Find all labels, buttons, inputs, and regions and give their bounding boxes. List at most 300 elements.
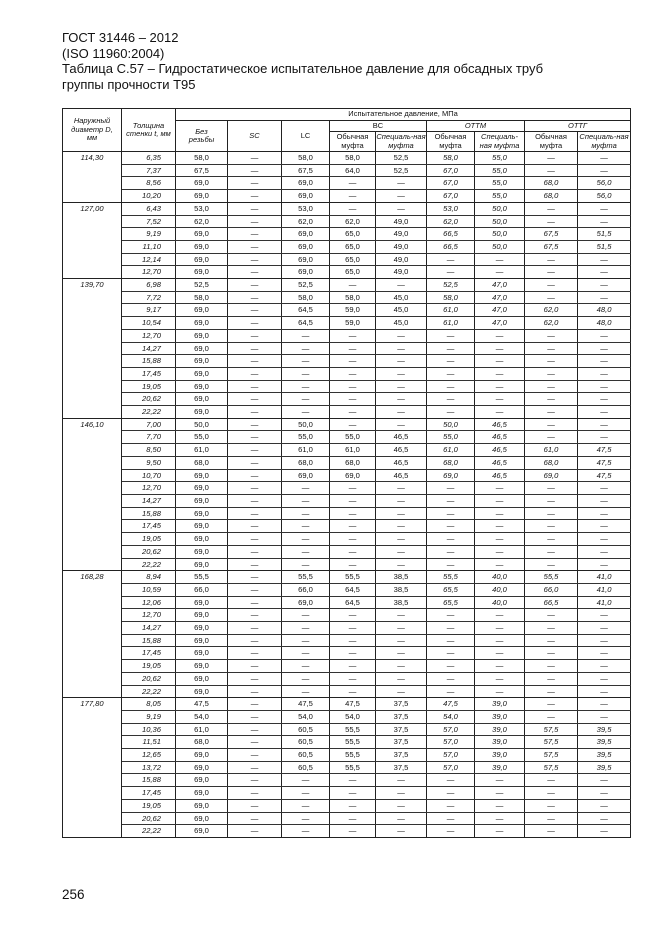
pressure-cell: —	[228, 647, 282, 660]
pressure-cell: —	[376, 545, 427, 558]
pressure-cell: 60,5	[282, 723, 330, 736]
pressure-cell: —	[330, 812, 376, 825]
table-row	[63, 723, 631, 736]
pressure-cell: 47,5	[176, 698, 228, 711]
pressure-cell: —	[475, 380, 525, 393]
pressure-cell: —	[475, 825, 525, 838]
wall-thickness-cell: 6,35	[122, 152, 176, 165]
pressure-cell: —	[376, 825, 427, 838]
table-row	[63, 164, 631, 177]
pressure-cell: 49,0	[376, 215, 427, 228]
pressure-cell: —	[525, 520, 578, 533]
table-row	[63, 253, 631, 266]
pressure-cell: —	[525, 291, 578, 304]
pressure-cell: —	[228, 749, 282, 762]
pressure-cell: —	[282, 558, 330, 571]
table-row	[63, 329, 631, 342]
wall-thickness-cell: 19,05	[122, 660, 176, 673]
pressure-cell: —	[330, 647, 376, 660]
pressure-cell: —	[376, 393, 427, 406]
pressure-cell: 46,5	[475, 469, 525, 482]
pressure-cell: —	[330, 367, 376, 380]
pressure-cell: —	[525, 367, 578, 380]
pressure-cell: —	[578, 634, 631, 647]
pressure-cell: 65,0	[330, 266, 376, 279]
pressure-cell: —	[282, 355, 330, 368]
pressure-cell: —	[376, 622, 427, 635]
pressure-cell: —	[578, 622, 631, 635]
pressure-cell: —	[578, 329, 631, 342]
pressure-cell: 49,0	[376, 266, 427, 279]
pressure-cell: —	[376, 507, 427, 520]
pressure-cell: —	[427, 393, 475, 406]
outer-diameter-cell: 168,28	[63, 571, 122, 698]
pressure-cell: —	[475, 533, 525, 546]
pressure-cell: —	[525, 812, 578, 825]
pressure-cell: 61,0	[427, 444, 475, 457]
pressure-cell: —	[228, 228, 282, 241]
pressure-cell: 68,0	[282, 456, 330, 469]
pressure-cell: 50,0	[475, 228, 525, 241]
pressure-cell: 54,0	[282, 710, 330, 723]
pressure-cell: —	[282, 825, 330, 838]
pressure-cell: 62,0	[330, 215, 376, 228]
pressure-cell: 69,0	[282, 253, 330, 266]
pressure-cell: —	[282, 482, 330, 495]
pressure-cell: —	[578, 698, 631, 711]
table-row	[63, 736, 631, 749]
pressure-cell: —	[228, 164, 282, 177]
table-row	[63, 266, 631, 279]
pressure-cell: —	[330, 622, 376, 635]
outer-diameter-cell: 114,30	[63, 152, 122, 203]
pressure-table	[62, 108, 631, 838]
pressure-cell: —	[525, 533, 578, 546]
pressure-cell: —	[427, 545, 475, 558]
bc-header: BC	[330, 121, 427, 132]
pressure-cell: —	[282, 799, 330, 812]
pressure-cell: 59,0	[330, 317, 376, 330]
pressure-cell: —	[376, 367, 427, 380]
wall-thickness-cell: 15,88	[122, 507, 176, 520]
pressure-cell: 69,0	[176, 482, 228, 495]
table-row	[63, 380, 631, 393]
pressure-cell: 40,0	[475, 596, 525, 609]
table-row	[63, 749, 631, 762]
pressure-cell: 57,5	[525, 736, 578, 749]
pressure-cell: 66,5	[427, 228, 475, 241]
pressure-cell: 54,0	[330, 710, 376, 723]
pressure-cell: 38,5	[376, 571, 427, 584]
ottg-special-header: Специаль-ная муфта	[579, 132, 629, 150]
pressure-cell: —	[228, 609, 282, 622]
pressure-cell: 57,5	[525, 723, 578, 736]
pressure-cell: —	[475, 558, 525, 571]
pressure-cell: —	[228, 812, 282, 825]
pressure-cell: —	[525, 774, 578, 787]
pressure-cell: 58,0	[427, 291, 475, 304]
wall-thickness-cell: 15,88	[122, 634, 176, 647]
pressure-cell: 69,0	[176, 190, 228, 203]
pressure-cell: 47,5	[578, 444, 631, 457]
pressure-cell: 50,0	[176, 418, 228, 431]
pressure-cell: —	[525, 710, 578, 723]
pressure-cell: 40,0	[475, 571, 525, 584]
pressure-cell: —	[427, 380, 475, 393]
pressure-cell: 69,0	[176, 228, 228, 241]
pressure-cell: —	[525, 787, 578, 800]
pressure-cell: 68,0	[525, 456, 578, 469]
pressure-cell: —	[376, 482, 427, 495]
pressure-cell: —	[228, 710, 282, 723]
pressure-cell: —	[228, 317, 282, 330]
wall-thickness-cell: 22,22	[122, 558, 176, 571]
wall-thickness-cell: 19,05	[122, 380, 176, 393]
pressure-cell: —	[578, 215, 631, 228]
pressure-cell: 69,0	[176, 533, 228, 546]
pressure-cell: 58,0	[176, 291, 228, 304]
wall-thickness-cell: 10,70	[122, 469, 176, 482]
pressure-cell: 69,0	[282, 177, 330, 190]
pressure-cell: —	[475, 672, 525, 685]
pressure-cell: —	[376, 418, 427, 431]
pressure-cell: —	[228, 825, 282, 838]
pressure-cell: 69,0	[176, 355, 228, 368]
pressure-cell: —	[525, 507, 578, 520]
pressure-cell: —	[475, 342, 525, 355]
pressure-cell: —	[578, 431, 631, 444]
table-row	[63, 215, 631, 228]
pressure-cell: 48,0	[578, 304, 631, 317]
pressure-cell: 55,0	[330, 431, 376, 444]
pressure-cell: 47,5	[330, 698, 376, 711]
pressure-cell: —	[475, 367, 525, 380]
pressure-cell: —	[228, 279, 282, 292]
table-row	[63, 774, 631, 787]
pressure-cell: —	[475, 634, 525, 647]
pressure-cell: —	[330, 355, 376, 368]
table-row	[63, 647, 631, 660]
wall-thickness-cell: 10,54	[122, 317, 176, 330]
pressure-cell: —	[282, 647, 330, 660]
pressure-cell: 61,0	[282, 444, 330, 457]
page-number: 256	[62, 887, 85, 902]
wall-thickness-cell: 20,62	[122, 545, 176, 558]
pressure-cell: 37,5	[376, 723, 427, 736]
pressure-cell: —	[376, 190, 427, 203]
pressure-cell: 40,0	[475, 583, 525, 596]
pressure-cell: —	[427, 647, 475, 660]
pressure-cell: —	[228, 698, 282, 711]
pressure-cell: —	[376, 533, 427, 546]
pressure-cell: —	[427, 609, 475, 622]
pressure-cell: —	[525, 558, 578, 571]
pressure-cell: 69,0	[176, 507, 228, 520]
pressure-cell: —	[228, 507, 282, 520]
pressure-cell: 56,0	[578, 177, 631, 190]
pressure-cell: —	[228, 672, 282, 685]
pressure-cell: —	[525, 202, 578, 215]
pressure-cell: —	[376, 634, 427, 647]
table-row	[63, 456, 631, 469]
pressure-cell: —	[282, 380, 330, 393]
pressure-cell: 62,0	[525, 317, 578, 330]
pressure-cell: —	[475, 494, 525, 507]
pressure-cell: 50,0	[427, 418, 475, 431]
pressure-cell: 69,0	[176, 406, 228, 419]
pressure-cell: —	[427, 634, 475, 647]
pressure-cell: 37,5	[376, 698, 427, 711]
pressure-cell: —	[525, 431, 578, 444]
pressure-cell: —	[525, 342, 578, 355]
pressure-cell: —	[427, 672, 475, 685]
pressure-cell: —	[475, 685, 525, 698]
pressure-cell: 39,0	[475, 749, 525, 762]
pressure-cell: —	[330, 482, 376, 495]
pressure-cell: —	[330, 660, 376, 673]
table-row	[63, 444, 631, 457]
pressure-cell: 55,5	[330, 571, 376, 584]
table-row	[63, 507, 631, 520]
pressure-cell: —	[282, 812, 330, 825]
pressure-cell: 55,0	[282, 431, 330, 444]
wall-thickness-cell: 8,05	[122, 698, 176, 711]
pressure-cell: —	[376, 494, 427, 507]
pressure-cell: 47,5	[427, 698, 475, 711]
wall-thickness-cell: 20,62	[122, 672, 176, 685]
pressure-cell: 69,0	[176, 520, 228, 533]
pressure-cell: —	[427, 355, 475, 368]
wall-thickness-cell: 14,27	[122, 622, 176, 635]
pressure-cell: 55,0	[176, 431, 228, 444]
pressure-cell: —	[282, 494, 330, 507]
table-row	[63, 761, 631, 774]
pressure-cell: 54,0	[427, 710, 475, 723]
pressure-cell: —	[525, 279, 578, 292]
pressure-cell: —	[427, 494, 475, 507]
pressure-cell: —	[228, 761, 282, 774]
pressure-cell: —	[578, 202, 631, 215]
pressure-cell: 55,5	[176, 571, 228, 584]
pressure-cell: —	[578, 152, 631, 165]
pressure-cell: 69,0	[176, 304, 228, 317]
wall-thickness-cell: 7,37	[122, 164, 176, 177]
wall-thickness-cell: 17,45	[122, 787, 176, 800]
pressure-cell: —	[427, 507, 475, 520]
pressure-cell: —	[330, 634, 376, 647]
pressure-cell: —	[376, 558, 427, 571]
pressure-cell: 50,0	[475, 215, 525, 228]
pressure-cell: 69,0	[176, 825, 228, 838]
table-row	[63, 317, 631, 330]
pressure-cell: 37,5	[376, 761, 427, 774]
pressure-cell: —	[427, 367, 475, 380]
pressure-cell: 69,0	[176, 672, 228, 685]
pressure-cell: —	[330, 418, 376, 431]
pressure-cell: —	[228, 723, 282, 736]
pressure-cell: 39,5	[578, 761, 631, 774]
pressure-cell: 65,0	[330, 240, 376, 253]
pressure-cell: 69,0	[176, 177, 228, 190]
pressure-cell: —	[475, 774, 525, 787]
pressure-cell: 60,5	[282, 749, 330, 762]
table-row	[63, 533, 631, 546]
pressure-cell: 41,0	[578, 596, 631, 609]
wall-thickness-cell: 10,36	[122, 723, 176, 736]
pressure-cell: —	[475, 812, 525, 825]
pressure-cell: —	[330, 545, 376, 558]
pressure-cell: 67,5	[525, 240, 578, 253]
pressure-cell: 39,5	[578, 723, 631, 736]
table-row	[63, 202, 631, 215]
pressure-cell: —	[525, 418, 578, 431]
pressure-cell: —	[228, 774, 282, 787]
pressure-cell: 69,0	[176, 266, 228, 279]
pressure-cell: 47,5	[578, 456, 631, 469]
pressure-cell: —	[282, 533, 330, 546]
pressure-cell: 51,5	[578, 240, 631, 253]
pressure-cell: —	[228, 583, 282, 596]
pressure-cell: —	[578, 406, 631, 419]
wall-thickness-cell: 10,20	[122, 190, 176, 203]
pressure-cell: —	[578, 685, 631, 698]
pressure-cell: —	[578, 672, 631, 685]
pressure-cell: —	[282, 685, 330, 698]
pressure-cell: —	[427, 825, 475, 838]
pressure-cell: 64,5	[330, 596, 376, 609]
pressure-cell: —	[228, 787, 282, 800]
pressure-cell: 41,0	[578, 583, 631, 596]
pressure-cell: 55,5	[330, 736, 376, 749]
wall-thickness-cell: 17,45	[122, 520, 176, 533]
pressure-cell: —	[525, 380, 578, 393]
pressure-cell: 69,0	[282, 190, 330, 203]
ottg-header: ОТТГ	[525, 121, 631, 132]
wall-thickness-cell: 22,22	[122, 406, 176, 419]
wall-thickness-cell: 6,43	[122, 202, 176, 215]
pressure-cell: 66,5	[427, 240, 475, 253]
pressure-cell: 64,5	[282, 317, 330, 330]
pressure-cell: 65,0	[330, 253, 376, 266]
table-row	[63, 825, 631, 838]
pressure-cell: —	[282, 774, 330, 787]
pressure-cell: 46,5	[376, 444, 427, 457]
pressure-cell: 64,5	[330, 583, 376, 596]
pressure-cell: —	[427, 558, 475, 571]
pressure-cell: 45,0	[376, 317, 427, 330]
pressure-cell: 58,0	[176, 152, 228, 165]
pressure-cell: —	[578, 812, 631, 825]
pressure-cell: —	[228, 240, 282, 253]
pressure-cell: —	[228, 253, 282, 266]
pressure-cell: 55,5	[330, 749, 376, 762]
pressure-cell: 69,0	[176, 317, 228, 330]
pressure-cell: 68,0	[176, 456, 228, 469]
pressure-cell: —	[376, 799, 427, 812]
pressure-cell: 69,0	[176, 342, 228, 355]
pressure-cell: —	[427, 660, 475, 673]
pressure-cell: —	[228, 444, 282, 457]
pressure-cell: 64,5	[282, 304, 330, 317]
lc-header: LC	[282, 121, 330, 152]
pressure-cell: 69,0	[282, 228, 330, 241]
iso-reference: (ISO 11960:2004)	[62, 45, 165, 61]
pressure-cell: 69,0	[176, 660, 228, 673]
pressure-cell: 55,0	[427, 431, 475, 444]
pressure-cell: —	[525, 393, 578, 406]
pressure-cell: —	[330, 342, 376, 355]
pressure-cell: —	[475, 329, 525, 342]
pressure-cell: 57,0	[427, 749, 475, 762]
wall-thickness-cell: 12,65	[122, 749, 176, 762]
pressure-cell: —	[578, 710, 631, 723]
pressure-cell: —	[228, 456, 282, 469]
pressure-cell: 67,0	[427, 177, 475, 190]
pressure-cell: 58,0	[282, 291, 330, 304]
pressure-cell: —	[427, 253, 475, 266]
pressure-cell: —	[228, 660, 282, 673]
pressure-cell: —	[282, 520, 330, 533]
pressure-cell: 69,0	[176, 774, 228, 787]
pressure-cell: 56,0	[578, 190, 631, 203]
pressure-cell: —	[228, 571, 282, 584]
pressure-cell: —	[475, 507, 525, 520]
pressure-cell: 57,0	[427, 761, 475, 774]
pressure-cell: —	[228, 355, 282, 368]
pressure-cell: —	[475, 787, 525, 800]
table-row	[63, 177, 631, 190]
pressure-cell: 69,0	[176, 253, 228, 266]
pressure-cell: 57,0	[427, 723, 475, 736]
pressure-cell: —	[282, 622, 330, 635]
pressure-cell: 69,0	[176, 647, 228, 660]
pressure-cell: —	[330, 190, 376, 203]
pressure-cell: —	[330, 685, 376, 698]
pressure-cell: —	[228, 685, 282, 698]
pressure-cell: —	[376, 279, 427, 292]
pressure-cell: 46,5	[376, 469, 427, 482]
table-row	[63, 812, 631, 825]
pressure-cell: 55,5	[525, 571, 578, 584]
pressure-cell: —	[578, 558, 631, 571]
pressure-cell: —	[578, 545, 631, 558]
pressure-cell: 69,0	[176, 749, 228, 762]
pressure-cell: 54,0	[176, 710, 228, 723]
pressure-cell: —	[578, 825, 631, 838]
wall-thickness-cell: 7,00	[122, 418, 176, 431]
pressure-cell: —	[578, 494, 631, 507]
pressure-cell: —	[228, 266, 282, 279]
pressure-cell: 69,0	[176, 596, 228, 609]
pressure-cell: 38,5	[376, 583, 427, 596]
wall-thickness-header: Толщина стенки t, мм	[122, 109, 176, 152]
pressure-cell: —	[525, 685, 578, 698]
pressure-cell: 62,0	[525, 304, 578, 317]
pressure-cell: 69,0	[176, 787, 228, 800]
pressure-cell: —	[330, 380, 376, 393]
pressure-cell: —	[282, 672, 330, 685]
pressure-cell: —	[376, 647, 427, 660]
wall-thickness-cell: 9,19	[122, 228, 176, 241]
pressure-cell: 46,5	[475, 456, 525, 469]
pressure-cell: —	[330, 393, 376, 406]
pressure-cell: 68,0	[427, 456, 475, 469]
pressure-cell: —	[578, 380, 631, 393]
wall-thickness-cell: 11,10	[122, 240, 176, 253]
pressure-cell: 39,0	[475, 723, 525, 736]
pressure-cell: —	[578, 342, 631, 355]
pressure-cell: —	[330, 494, 376, 507]
